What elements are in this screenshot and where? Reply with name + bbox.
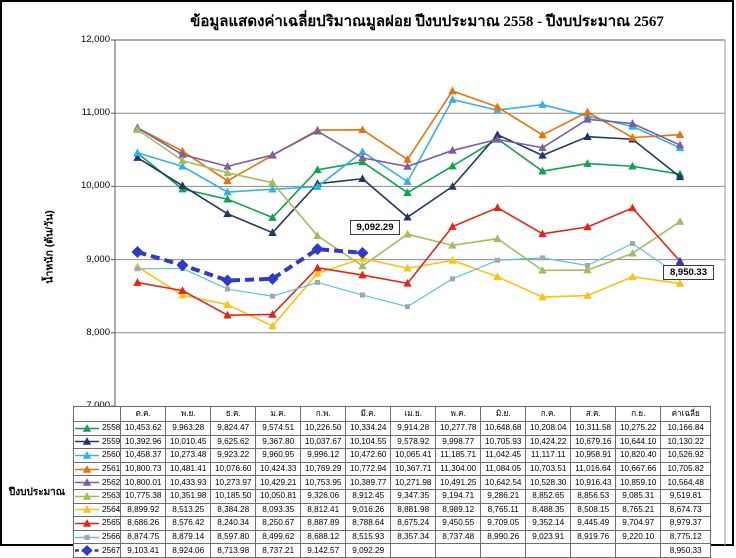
series-year-label: 2559 [102,436,121,446]
value-cell: 8,674.73 [661,503,711,517]
value-cell: 10,644.10 [616,435,661,449]
value-cell: 10,389.77 [346,476,391,490]
value-cell: 10,800.01 [121,476,166,490]
y-axis-tick-label: 9,000 [86,253,110,265]
table-row [74,489,711,503]
value-cell: 9,085.31 [616,489,661,503]
value-cell: 8,515.93 [346,530,391,544]
value-cell: 10,130.22 [661,435,711,449]
value-cell: 10,703.51 [526,462,571,476]
value-cell: 11,185.71 [436,449,481,463]
value-cell: 10,958.91 [571,449,616,463]
value-cell: 8,686.26 [121,517,166,531]
value-cell: 9,923.22 [211,449,256,463]
value-cell: 10,424.33 [256,462,301,476]
value-cell: 8,874.75 [121,530,166,544]
value-cell: 9,367.80 [256,435,301,449]
value-cell: 9,914.28 [391,422,436,436]
value-cell: 9,960.95 [256,449,301,463]
value-cell: 10,775.38 [121,489,166,503]
chart-title: ข้อมูลแสดงค่าเฉลี่ยปริมาณมูลฝอย ปีงบประมาณ 2558 - ปีงบประมาณ 2567 [190,14,664,30]
value-cell [391,544,436,558]
value-cell: 8,765.21 [616,503,661,517]
value-cell: 10,275.22 [616,422,661,436]
value-cell: 8,775.12 [661,530,711,544]
legend-key-icon [74,451,100,460]
value-cell [616,544,661,558]
series-line-2563 [138,130,681,271]
value-cell: 9,625.62 [211,435,256,449]
value-cell: 8,852.65 [526,489,571,503]
value-cell: 8,737.21 [256,544,301,558]
value-cell: 8,950.33 [661,544,711,558]
value-cell: 8,576.42 [166,517,211,531]
value-cell: 8,675.24 [391,517,436,531]
value-cell: 10,424.22 [526,435,571,449]
legend-key-icon [74,492,100,501]
y-axis-tick-label: 10,000 [80,180,110,192]
value-cell: 10,642.54 [481,476,526,490]
month-header-cell: ก.ค. [526,407,571,422]
value-cell: 8,881.98 [391,503,436,517]
value-cell: 10,800.73 [121,462,166,476]
series-year-label: 2560 [102,450,121,460]
table-row [74,422,711,436]
value-cell: 10,679.16 [571,435,616,449]
value-cell: 11,304.00 [436,462,481,476]
value-cell: 8,879.14 [166,530,211,544]
value-cell: 8,737.48 [436,530,481,544]
value-cell: 9,578.92 [391,435,436,449]
month-header-cell: มิ.ย. [481,407,526,422]
value-cell: 10,273.48 [166,449,211,463]
month-header-cell: ม.ค. [256,407,301,422]
data-label-callout: 8,950.33 [663,265,714,280]
value-cell: 8,812.41 [301,503,346,517]
series-line-2565 [138,208,681,316]
month-header-cell: มี.ค. [346,407,391,422]
value-cell: 8,788.64 [346,517,391,531]
value-cell: 8,499.62 [256,530,301,544]
month-header-cell: พ.ย. [166,407,211,422]
value-cell: 9,347.35 [391,489,436,503]
value-cell: 10,667.66 [616,462,661,476]
value-cell: 8,887.89 [301,517,346,531]
fiscal-year-legend-title: ปีงบประมาณ [8,487,66,498]
value-cell: 8,765.11 [481,503,526,517]
value-cell: 8,899.92 [121,503,166,517]
data-table [73,406,711,558]
value-cell: 10,820.40 [616,449,661,463]
legend-key-icon [74,505,100,514]
series-legend-cell [74,462,121,476]
series-line-2566 [138,243,681,306]
series-legend-cell [74,530,121,544]
value-cell: 8,856.53 [571,489,616,503]
value-cell: 9,450.55 [436,517,481,531]
month-header-cell: ก.ย. [616,407,661,422]
value-cell: 10,429.21 [256,476,301,490]
value-cell [481,544,526,558]
legend-key-icon [74,478,100,487]
value-cell: 10,859.10 [616,476,661,490]
y-axis-tick-label: 8,000 [86,326,110,338]
value-cell: 10,769.29 [301,462,346,476]
series-legend-cell [74,503,121,517]
series-year-label: 2566 [102,531,121,541]
value-cell: 10,104.55 [346,435,391,449]
value-cell: 11,016.64 [571,462,616,476]
series-legend-cell [74,544,121,558]
value-cell: 8,979.37 [661,517,711,531]
value-cell: 8,357.34 [391,530,436,544]
table-row [74,435,711,449]
value-cell: 8,688.12 [301,530,346,544]
legend-key-icon [74,533,100,542]
month-header-cell: เม.ย. [391,407,436,422]
value-cell: 10,491.25 [436,476,481,490]
legend-key-icon [74,546,100,555]
legend-key-icon [74,465,100,474]
value-cell: 10,037.67 [301,435,346,449]
value-cell [571,544,616,558]
value-cell: 11,117.11 [526,449,571,463]
value-cell: 8,384.28 [211,503,256,517]
value-cell: 9,142.57 [301,544,346,558]
table-row [74,503,711,517]
value-cell: 9,103.41 [121,544,166,558]
value-cell: 8,488.35 [526,503,571,517]
table-row [74,462,711,476]
value-cell: 10,351.98 [166,489,211,503]
value-cell: 10,226.50 [301,422,346,436]
month-header-cell: ก.พ. [301,407,346,422]
value-cell: 9,194.71 [436,489,481,503]
value-cell: 10,271.98 [391,476,436,490]
y-axis-title: น้ำหนัก (ตัน/วัน) [43,210,56,284]
series-year-label: 2564 [102,504,121,514]
month-header-cell: ธ.ค. [211,407,256,422]
value-cell: 10,367.71 [391,462,436,476]
value-cell: 9,824.47 [211,422,256,436]
value-cell: 10,334.24 [346,422,391,436]
y-axis-tick-label: 11,000 [81,107,110,119]
series-year-label: 2565 [102,518,121,528]
series-year-label: 2562 [102,477,121,487]
value-cell: 10,166.84 [661,422,711,436]
value-cell: 11,084.05 [481,462,526,476]
value-cell: 10,481.41 [166,462,211,476]
table-row [74,476,711,490]
value-cell: 10,050.81 [256,489,301,503]
value-cell: 10,772.94 [346,462,391,476]
value-cell: 9,016.26 [346,503,391,517]
value-cell: 10,208.04 [526,422,571,436]
month-header-cell: พ.ค. [436,407,481,422]
value-cell: 10,453.62 [121,422,166,436]
series-year-label: 2558 [102,423,121,433]
value-cell: 8,250.67 [256,517,301,531]
value-cell: 8,990.26 [481,530,526,544]
value-cell: 9,445.49 [571,517,616,531]
value-cell: 10,185.50 [211,489,256,503]
value-cell: 10,472.60 [346,449,391,463]
value-cell [436,544,481,558]
value-cell: 9,092.29 [346,544,391,558]
value-cell: 10,433.93 [166,476,211,490]
value-cell: 8,713.98 [211,544,256,558]
month-header-cell: ต.ค. [121,407,166,422]
value-cell: 8,912.45 [346,489,391,503]
value-cell: 8,240.34 [211,517,256,531]
value-cell [526,544,571,558]
legend-key-icon [74,519,100,528]
legend-key-icon [74,424,100,433]
value-cell: 10,458.37 [121,449,166,463]
value-cell: 9,963.28 [166,422,211,436]
value-cell: 8,093.35 [256,503,301,517]
table-row [74,449,711,463]
value-cell: 9,704.97 [616,517,661,531]
value-cell: 10,392.96 [121,435,166,449]
value-cell: 10,273.97 [211,476,256,490]
value-cell: 9,220.10 [616,530,661,544]
value-cell: 10,010.45 [166,435,211,449]
series-year-label: 2561 [102,463,121,473]
series-legend-cell [74,422,121,436]
value-cell: 8,989.12 [436,503,481,517]
value-cell: 10,564.48 [661,476,711,490]
value-cell: 9,326.06 [301,489,346,503]
value-cell: 9,286.21 [481,489,526,503]
series-legend-cell [74,476,121,490]
table-header-row [74,407,711,422]
value-cell: 10,277.78 [436,422,481,436]
value-cell: 9,996.12 [301,449,346,463]
corner-cell [74,407,121,422]
value-cell: 10,065.41 [391,449,436,463]
value-cell: 10,526.92 [661,449,711,463]
data-label-callout: 9,092.29 [350,220,401,235]
value-cell: 9,519.81 [661,489,711,503]
table-row [74,517,711,531]
series-year-label: 2567 [102,545,121,555]
value-cell: 10,528.30 [526,476,571,490]
series-legend-cell [74,489,121,503]
value-cell: 9,023.91 [526,530,571,544]
table-row [74,530,711,544]
series-legend-cell [74,435,121,449]
value-cell: 8,508.15 [571,503,616,517]
series-legend-cell [74,449,121,463]
table-row [74,544,711,558]
value-cell: 10,705.93 [481,435,526,449]
legend-key-icon [74,437,100,446]
value-cell: 10,916.43 [571,476,616,490]
series-year-label: 2563 [102,491,121,501]
series-legend-cell [74,517,121,531]
value-cell: 9,352.14 [526,517,571,531]
y-axis-tick-label: 12,000 [80,34,110,45]
value-cell: 8,919.76 [571,530,616,544]
value-cell: 10,076.60 [211,462,256,476]
value-cell: 10,705.82 [661,462,711,476]
value-cell: 10,753.95 [301,476,346,490]
value-cell: 8,597.80 [211,530,256,544]
value-cell: 10,311.58 [571,422,616,436]
value-cell: 9,574.51 [256,422,301,436]
value-cell: 11,042.45 [481,449,526,463]
value-cell: 9,998.77 [436,435,481,449]
value-cell: 8,924.06 [166,544,211,558]
value-cell: 8,513.25 [166,503,211,517]
value-cell: 10,648.68 [481,422,526,436]
series-line-2567 [138,249,363,280]
month-header-cell: ค่าเฉลี่ย [661,407,711,422]
value-cell: 9,709.05 [481,517,526,531]
month-header-cell: ส.ค. [571,407,616,422]
